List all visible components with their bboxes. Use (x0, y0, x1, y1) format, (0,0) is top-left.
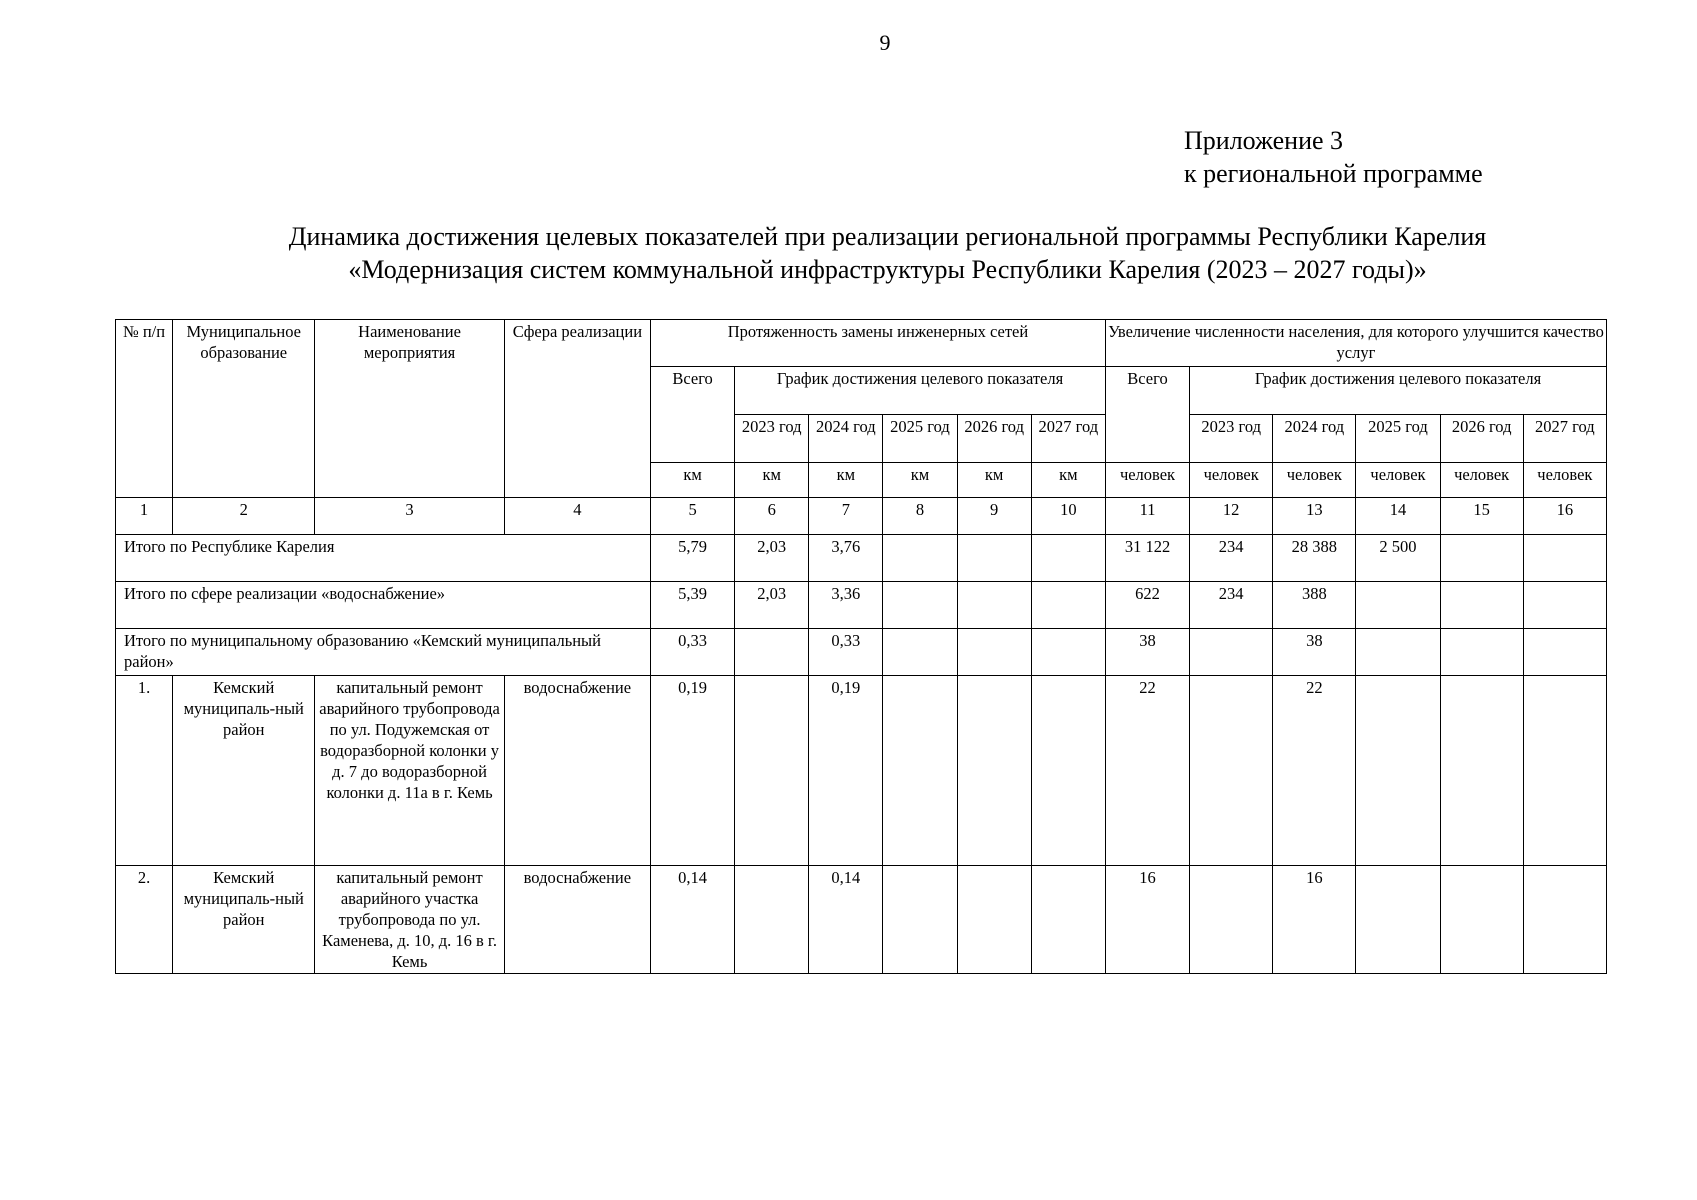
value-cell: 22 (1273, 676, 1356, 866)
value-cell: 0,14 (809, 866, 883, 974)
header-population-schedule: График достижения целевого показателя (1190, 367, 1607, 415)
column-number: 3 (315, 498, 504, 535)
total-row-republic (116, 535, 1607, 582)
value-cell (1523, 582, 1606, 629)
header-population-year: 2023 год (1190, 415, 1273, 463)
header-population-group: Увеличение численности населения, для которого улучшится качество услуг (1105, 320, 1606, 367)
value-cell: 3,76 (809, 535, 883, 582)
table-row (116, 676, 1607, 866)
value-cell: 0,33 (809, 629, 883, 676)
column-number: 14 (1356, 498, 1440, 535)
value-cell (1440, 676, 1523, 866)
value-cell: 16 (1105, 866, 1189, 974)
page-number: 9 (879, 30, 891, 55)
value-cell: 31 122 (1105, 535, 1189, 582)
document-title (115, 220, 1660, 286)
header-length-year: 2027 год (1031, 415, 1105, 463)
header-activity: Наименование мероприятия (315, 320, 504, 498)
value-cell (1356, 629, 1440, 676)
value-cell: 5,79 (651, 535, 735, 582)
column-number: 9 (957, 498, 1031, 535)
value-cell: 38 (1273, 629, 1356, 676)
activity-cell: капитальный ремонт аварийного трубопровода по ул. Подужемская от водоразборной колонки у д. 7 до водоразборной колонки д. 11а в г. Кемь (315, 676, 504, 866)
unit-people: человек (1440, 463, 1523, 498)
column-number: 16 (1523, 498, 1606, 535)
value-cell (1190, 676, 1273, 866)
value-cell (1356, 582, 1440, 629)
value-cell: 2 500 (1356, 535, 1440, 582)
value-cell: 234 (1190, 535, 1273, 582)
value-cell: 234 (1190, 582, 1273, 629)
value-cell (883, 866, 957, 974)
value-cell: 388 (1273, 582, 1356, 629)
value-cell (883, 535, 957, 582)
header-municipality: Муниципальное образование (173, 320, 315, 498)
value-cell (957, 676, 1031, 866)
column-number: 11 (1105, 498, 1189, 535)
header-population-year: 2024 год (1273, 415, 1356, 463)
unit-people: человек (1190, 463, 1273, 498)
header-length-year: 2025 год (883, 415, 957, 463)
value-cell (883, 629, 957, 676)
value-cell (1190, 629, 1273, 676)
title-line-1: Динамика достижения целевых показателей при реализации региональной программы Республики Карелия (288, 222, 1487, 251)
value-cell (957, 582, 1031, 629)
value-cell: 0,19 (809, 676, 883, 866)
value-cell (1440, 582, 1523, 629)
value-cell: 0,33 (651, 629, 735, 676)
value-cell (1031, 535, 1105, 582)
value-cell (1031, 629, 1105, 676)
value-cell (1031, 582, 1105, 629)
value-cell: 5,39 (651, 582, 735, 629)
value-cell (1356, 866, 1440, 974)
column-number: 5 (651, 498, 735, 535)
value-cell (735, 866, 809, 974)
header-length-group: Протяженность замены инженерных сетей (651, 320, 1106, 367)
column-number: 4 (504, 498, 650, 535)
appendix-line-1: Приложение 3 (1184, 126, 1344, 155)
header-length-total: Всего (651, 367, 735, 463)
header-population-total: Всего (1105, 367, 1189, 463)
column-number: 1 (116, 498, 173, 535)
unit-km: км (957, 463, 1031, 498)
total-row-municipality (116, 629, 1607, 676)
total-label: Итого по муниципальному образованию «Кемский муниципальный район» (116, 629, 651, 676)
unit-people: человек (1356, 463, 1440, 498)
value-cell (1440, 629, 1523, 676)
column-number: 7 (809, 498, 883, 535)
row-number: 2. (116, 866, 173, 974)
value-cell (1523, 676, 1606, 866)
unit-km: км (735, 463, 809, 498)
value-cell (957, 866, 1031, 974)
column-number: 12 (1190, 498, 1273, 535)
appendix-line-2: к региональной программе (1184, 159, 1483, 188)
unit-km: км (809, 463, 883, 498)
value-cell: 22 (1105, 676, 1189, 866)
value-cell (1523, 629, 1606, 676)
unit-km: км (1031, 463, 1105, 498)
value-cell (1440, 866, 1523, 974)
value-cell: 2,03 (735, 582, 809, 629)
appendix-label (1184, 124, 1483, 190)
value-cell: 16 (1273, 866, 1356, 974)
header-population-year: 2025 год (1356, 415, 1440, 463)
total-row-sphere (116, 582, 1607, 629)
unit-people: человек (1273, 463, 1356, 498)
value-cell (1190, 866, 1273, 974)
indicators-table (115, 319, 1607, 974)
header-length-year: 2023 год (735, 415, 809, 463)
value-cell (1356, 676, 1440, 866)
value-cell (883, 582, 957, 629)
header-population-year: 2027 год (1523, 415, 1606, 463)
value-cell (735, 676, 809, 866)
value-cell (1031, 866, 1105, 974)
total-label: Итого по Республике Карелия (116, 535, 651, 582)
column-number: 6 (735, 498, 809, 535)
unit-people: человек (1105, 463, 1189, 498)
column-number: 10 (1031, 498, 1105, 535)
total-label: Итого по сфере реализации «водоснабжение» (116, 582, 651, 629)
municipality-cell: Кемский муниципаль-ный район (173, 676, 315, 866)
value-cell (1440, 535, 1523, 582)
table-row (116, 866, 1607, 974)
value-cell: 0,14 (651, 866, 735, 974)
value-cell: 3,36 (809, 582, 883, 629)
value-cell (883, 676, 957, 866)
value-cell (957, 629, 1031, 676)
row-number: 1. (116, 676, 173, 866)
column-number-row (116, 498, 1607, 535)
value-cell (735, 629, 809, 676)
column-number: 15 (1440, 498, 1523, 535)
value-cell: 622 (1105, 582, 1189, 629)
column-number: 2 (173, 498, 315, 535)
title-line-2: «Модернизация систем коммунальной инфраструктуры Республики Карелия (2023 – 2027 годы)» (348, 255, 1427, 284)
value-cell (1031, 676, 1105, 866)
sphere-cell: водоснабжение (504, 866, 650, 974)
sphere-cell: водоснабжение (504, 676, 650, 866)
value-cell (1523, 866, 1606, 974)
value-cell (957, 535, 1031, 582)
value-cell: 2,03 (735, 535, 809, 582)
unit-km: км (883, 463, 957, 498)
header-no: № п/п (116, 320, 173, 498)
value-cell: 28 388 (1273, 535, 1356, 582)
value-cell: 0,19 (651, 676, 735, 866)
unit-km: км (651, 463, 735, 498)
value-cell (1523, 535, 1606, 582)
column-number: 13 (1273, 498, 1356, 535)
header-length-schedule: График достижения целевого показателя (735, 367, 1106, 415)
municipality-cell: Кемский муниципаль-ный район (173, 866, 315, 974)
column-number: 8 (883, 498, 957, 535)
header-population-year: 2026 год (1440, 415, 1523, 463)
header-sphere: Сфера реализации (504, 320, 650, 498)
value-cell: 38 (1105, 629, 1189, 676)
header-length-year: 2024 год (809, 415, 883, 463)
header-length-year: 2026 год (957, 415, 1031, 463)
activity-cell: капитальный ремонт аварийного участка трубопровода по ул. Каменева, д. 10, д. 16 в г. Кемь (315, 866, 504, 974)
unit-people: человек (1523, 463, 1606, 498)
